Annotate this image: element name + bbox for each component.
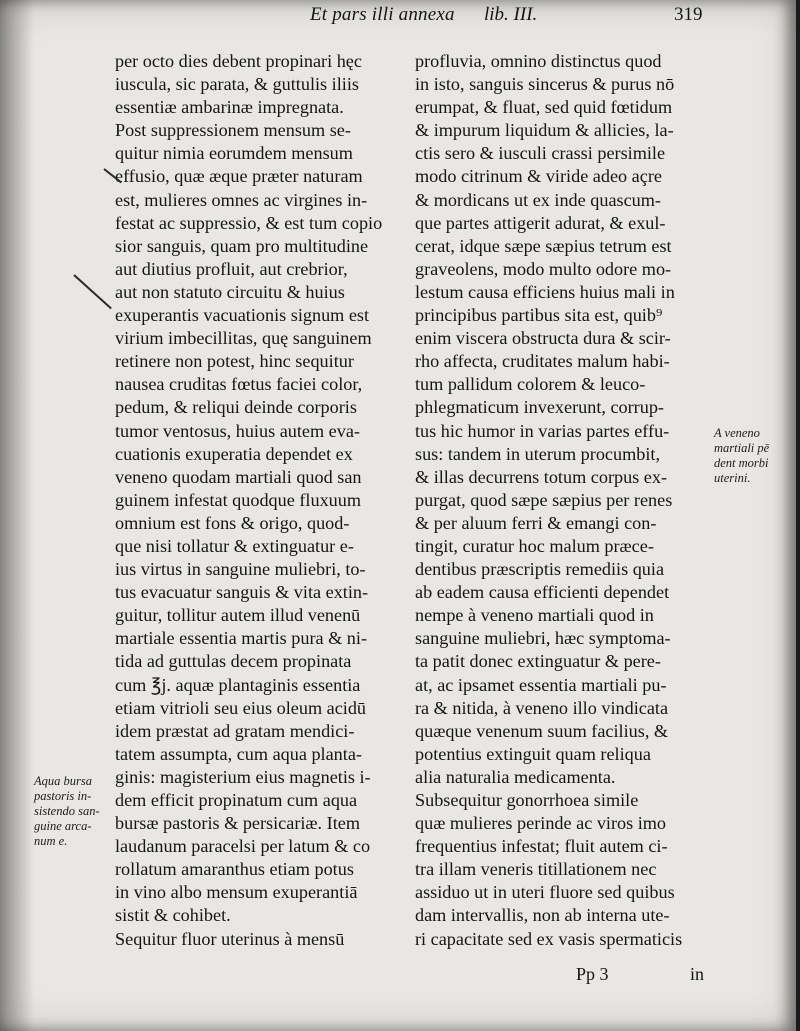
text-line: lestum causa efficiens huius mali in: [415, 281, 675, 302]
text-line: guinem infestat quodque fluxuum: [115, 489, 361, 510]
text-line: quitur nimia eorumdem mensum: [115, 143, 353, 164]
text-line: frequentius infestat; fluit autem ci-: [415, 836, 668, 857]
text-line: graveolens, modo multo odore mo-: [415, 258, 672, 279]
text-line: etiam vitrioli seu eius oleum acidū: [115, 697, 367, 718]
text-line: Post suppressionem mensum se-: [115, 120, 351, 141]
text-line: iuscula, sic parata, & guttulis iliis: [115, 74, 359, 95]
text-line: sanguine muliebri, hæc symptoma-: [415, 628, 671, 649]
text-line: ta patit donec extinguatur & pere-: [415, 651, 661, 672]
text-line: idem præstat ad gratam mendici-: [115, 720, 355, 741]
text-line: cum ℥j. aquæ plantaginis essentia: [115, 674, 361, 695]
text-line: erumpat, & fluat, sed quid fœtidum: [415, 97, 673, 118]
text-line: tida ad guttulas decem propinata: [115, 651, 352, 672]
text-line: nausea cruditas fœtus faciei color,: [115, 374, 363, 395]
text-line: at, ac ipsamet essentia martiali pu-: [415, 674, 667, 695]
pen-mark: [73, 274, 111, 309]
text-line: essentiæ ambarinæ impregnata.: [115, 97, 344, 118]
text-line: dem efficit propinatum cum aqua: [115, 790, 358, 810]
text-line: pedum, & reliqui deinde corporis: [115, 397, 357, 418]
text-line: & per aluum ferri & emangi con-: [415, 512, 657, 533]
text-line: aut diutius profluit, aut crebrior,: [115, 258, 348, 279]
text-line: dentibus præscriptis remediis quia: [415, 559, 665, 580]
page-number: 319: [674, 4, 703, 25]
text-line: quæ mulieres perinde ac viros imo: [415, 813, 667, 834]
text-line: tingit, curatur hoc malum præce-: [415, 535, 654, 556]
text-line: cuationis exuperatia dependet ex: [115, 443, 353, 464]
text-line: tatem assumpta, cum aqua planta-: [115, 743, 362, 764]
text-line: festat ac suppressio, & est tum copio: [115, 212, 383, 233]
text-line: que nisi tollatur & extinguatur e-: [115, 535, 354, 556]
text-line: martiale essentia martis pura & ni-: [115, 628, 368, 649]
text-line: & mordicans ut ex inde quascum-: [415, 189, 661, 210]
text-line: virium imbecillitas, quę sanguinem: [115, 328, 372, 349]
text-line: ctis sero & iusculi crassi persimile: [415, 143, 666, 164]
text-line: veneno quodam martiali quod san: [115, 466, 362, 487]
text-line: laudanum paracelsi per latum & co: [115, 836, 371, 857]
text-line: bursæ pastoris & persicariæ. Item: [115, 813, 360, 834]
text-line: que partes attigerit adurat, & exul-: [415, 212, 666, 233]
margin-note-line: guine arca-: [34, 819, 92, 833]
text-line: in vino albo mensum exuperantiā: [115, 882, 358, 903]
text-line: potentius extinguit quam reliqua: [415, 743, 651, 764]
text-line: profluvia, omnino distinctus quod: [415, 51, 662, 71]
text-line: alia naturalia medicamenta.: [415, 766, 616, 787]
text-line: tumor ventosus, huius autem eva-: [115, 420, 360, 441]
text-line: omnium est fons & origo, quod-: [115, 512, 350, 533]
text-line: tus hic humor in varias partes effu-: [415, 420, 670, 441]
text-line: Sequitur fluor uterinus à mensū: [115, 928, 345, 949]
margin-note-line: A veneno: [714, 426, 760, 440]
text-line: principibus partibus sita est, quib⁹: [415, 305, 663, 326]
text-line: ius virtus in sanguine muliebri, to-: [115, 559, 366, 580]
text-line: sior sanguis, quam pro multitudine: [115, 235, 369, 256]
text-line: exuperantis vacuationis signum est: [115, 305, 370, 326]
text-line: effusio, quæ æque præter naturam: [115, 166, 363, 187]
text-line: tum pallidum colorem & leuco-: [415, 374, 646, 395]
margin-note-line: pastoris in-: [34, 789, 92, 803]
text-line: rho affecta, cruditates malum habi-: [415, 351, 670, 372]
text-line: sus: tandem in uterum procumbit,: [415, 443, 660, 464]
text-line: retinere non potest, hinc sequitur: [115, 351, 354, 372]
left-text-column: [115, 50, 405, 951]
margin-note-left: [34, 774, 100, 849]
margin-note-right: [714, 426, 769, 486]
text-line: ginis: magisterium eius magnetis i-: [115, 766, 371, 787]
text-line: in isto, sanguis sincerus & purus nō: [415, 74, 675, 95]
text-line: ra & nitida, à veneno illo vindicata: [415, 697, 669, 718]
text-line: ri capacitate sed ex vasis spermaticis: [415, 928, 683, 949]
text-line: est, mulieres omnes ac virgines in-: [115, 189, 368, 210]
right-text-column: [415, 50, 715, 951]
book-number: lib. III.: [484, 4, 538, 25]
text-line: Subsequitur gonorrhoea simile: [415, 790, 639, 810]
text-line: phlegmaticum invexerunt, corrup-: [415, 397, 664, 418]
text-line: enim viscera obstructa dura & scir-: [415, 328, 671, 349]
text-line: ab eadem causa efficienti dependet: [415, 582, 670, 603]
text-line: cerat, idque sæpe sæpius tetrum est: [415, 235, 672, 256]
margin-note-line: Aqua bursa: [34, 774, 92, 788]
text-line: quæque venenum suum facilius, &: [415, 720, 669, 741]
text-line: sistit & cohibet.: [115, 905, 231, 926]
text-line: rollatum amaranthus etiam potus: [115, 859, 354, 880]
text-line: per octo dies debent propinari hęc: [115, 51, 362, 71]
text-line: guitur, tollitur autem illud venenū: [115, 605, 361, 626]
text-line: dam intervallis, non ab interna ute-: [415, 905, 670, 926]
gutter-shadow: [0, 0, 34, 1031]
text-line: purgat, quod sæpe sæpius per renes: [415, 489, 673, 510]
margin-note-line: martiali pē: [714, 441, 770, 455]
margin-note-line: dent morbi: [714, 456, 769, 470]
catchword: in: [690, 964, 705, 984]
text-line: assiduo ut in uteri fluore sed quibus: [415, 882, 675, 903]
running-title: Et pars illi annexa: [310, 4, 455, 25]
text-line: tus evacuatur sanguis & vita extin-: [115, 582, 369, 603]
margin-note-line: sistendo san-: [34, 804, 100, 818]
margin-note-line: num e.: [34, 834, 68, 848]
signature-mark: Pp 3: [576, 964, 609, 984]
text-line: modo citrinum & viride adeo açre: [415, 166, 662, 187]
text-line: & impurum liquidum & allicies, la-: [415, 120, 674, 141]
text-line: nempe à veneno martiali quod in: [415, 605, 654, 626]
text-line: & illas decurrens totum corpus ex-: [415, 466, 668, 487]
text-line: aut non statuto circuitu & huius: [115, 281, 345, 302]
margin-note-line: uterini.: [714, 471, 751, 485]
text-line: tra illam veneris titillationem nec: [415, 859, 657, 880]
